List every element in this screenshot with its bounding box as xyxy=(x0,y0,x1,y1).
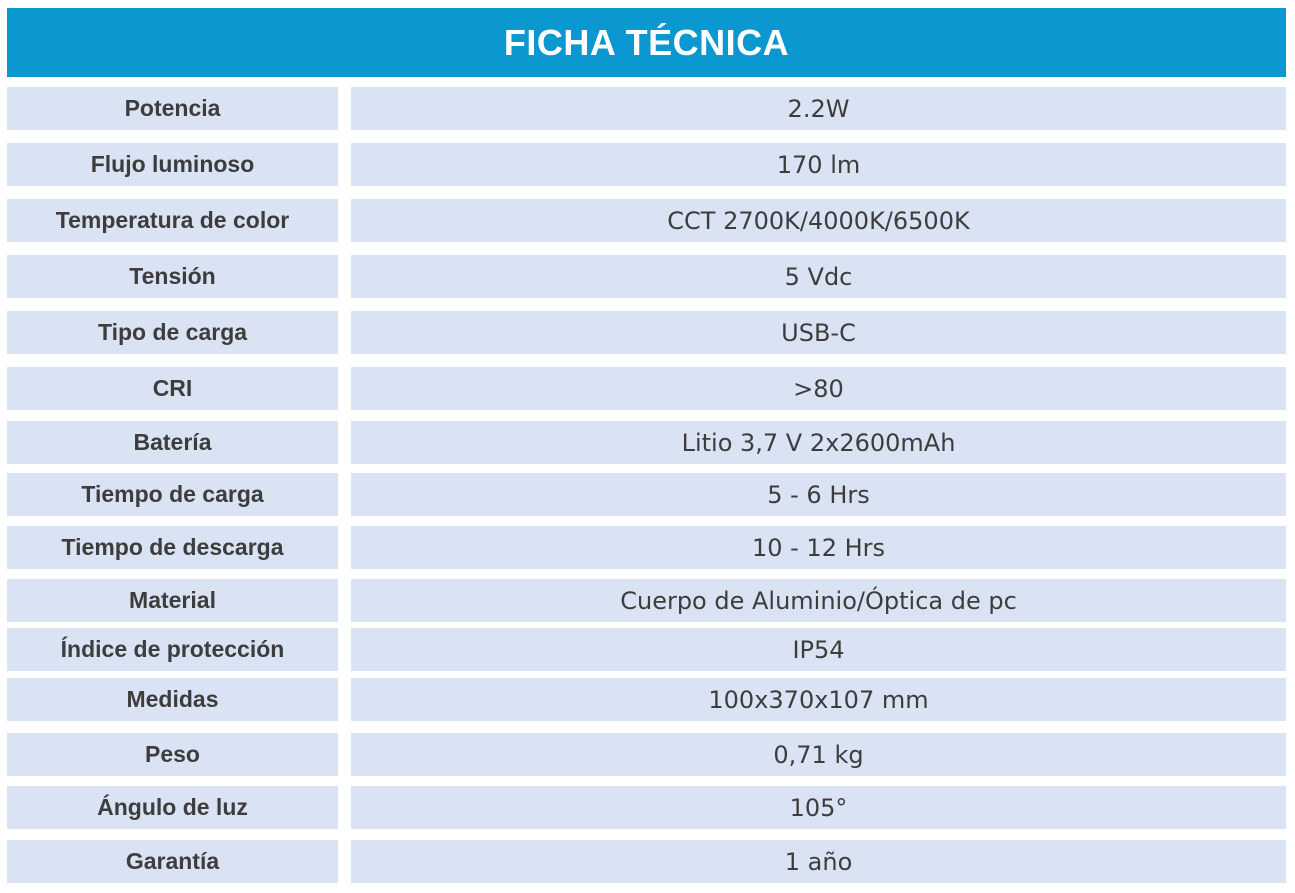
spec-row-temperatura-de-color xyxy=(7,199,1286,242)
spec-row-garantia xyxy=(7,840,1286,883)
spec-label: Tiempo de carga xyxy=(7,473,338,516)
spec-value: 5 Vdc xyxy=(351,255,1286,298)
spec-value: 105° xyxy=(351,786,1286,829)
spec-row-tipo-de-carga xyxy=(7,311,1286,354)
spec-label: Tiempo de descarga xyxy=(7,526,338,569)
spec-row-flujo-luminoso xyxy=(7,143,1286,186)
spec-row-cri xyxy=(7,367,1286,410)
spec-row-tension xyxy=(7,255,1286,298)
spec-row-angulo-de-luz xyxy=(7,786,1286,829)
spec-value: USB-C xyxy=(351,311,1286,354)
spec-row-medidas xyxy=(7,678,1286,721)
spec-label: Tensión xyxy=(7,255,338,298)
page-title: FICHA TÉCNICA xyxy=(503,21,790,63)
spec-label: Medidas xyxy=(7,678,338,721)
spec-value: 170 lm xyxy=(351,143,1286,186)
spec-label: Peso xyxy=(7,733,338,776)
spec-label: Tipo de carga xyxy=(7,311,338,354)
spec-label: Garantía xyxy=(7,840,338,883)
spec-label: Temperatura de color xyxy=(7,199,338,242)
spec-row-tiempo-de-carga xyxy=(7,473,1286,516)
spec-value: 1 año xyxy=(351,840,1286,883)
spec-sheet-header xyxy=(7,8,1286,77)
spec-label: Batería xyxy=(7,421,338,464)
spec-value: 100x370x107 mm xyxy=(351,678,1286,721)
spec-value: Litio 3,7 V 2x2600mAh xyxy=(351,421,1286,464)
spec-value: IP54 xyxy=(351,628,1286,671)
spec-value: CCT 2700K/4000K/6500K xyxy=(351,199,1286,242)
spec-value: Cuerpo de Aluminio/Óptica de pc xyxy=(351,579,1286,622)
spec-value: 5 - 6 Hrs xyxy=(351,473,1286,516)
spec-row-tiempo-de-descarga xyxy=(7,526,1286,569)
spec-row-indice-de-proteccion xyxy=(7,628,1286,671)
spec-label: Ángulo de luz xyxy=(7,786,338,829)
spec-value: 2.2W xyxy=(351,87,1286,130)
spec-label: Flujo luminoso xyxy=(7,143,338,186)
spec-label: Índice de protección xyxy=(7,628,338,671)
spec-row-material xyxy=(7,579,1286,622)
spec-label: Potencia xyxy=(7,87,338,130)
spec-row-bateria xyxy=(7,421,1286,464)
spec-row-potencia xyxy=(7,87,1286,130)
spec-value: 0,71 kg xyxy=(351,733,1286,776)
spec-value: >80 xyxy=(351,367,1286,410)
spec-label: Material xyxy=(7,579,338,622)
spec-value: 10 - 12 Hrs xyxy=(351,526,1286,569)
spec-label: CRI xyxy=(7,367,338,410)
spec-row-peso xyxy=(7,733,1286,776)
